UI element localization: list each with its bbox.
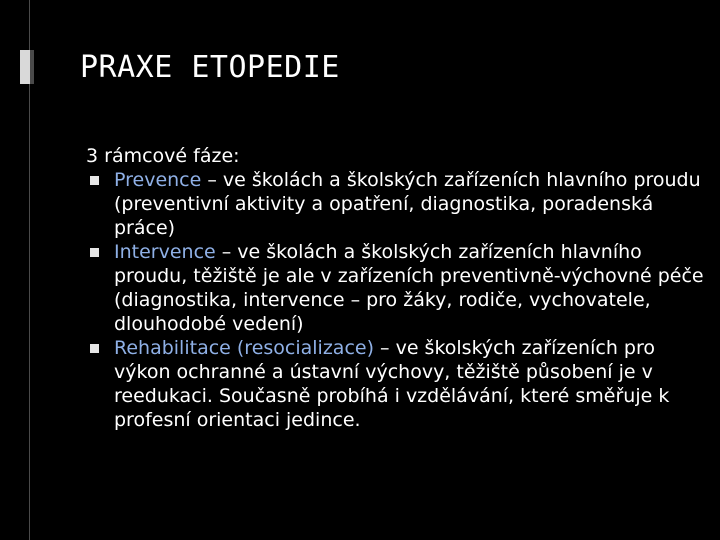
- phase-list: [86, 168, 706, 432]
- list-item-rehabilitace: [86, 336, 706, 432]
- intro-text: 3 rámcové fáze:: [86, 145, 240, 167]
- title-accent-shadow: [30, 50, 34, 84]
- square-bullet-icon: [90, 248, 99, 257]
- square-bullet-icon: [90, 344, 99, 353]
- text-intervence: – ve školách a školských zařízeních hlavního proudu, těžiště je ale v zařízeních preventivně-výchovné péče (diagnostika, intervence – pro žáky, rodiče, vychovatele, dlouhodobé vedení): [114, 241, 704, 335]
- list-item-intervence: [86, 240, 706, 336]
- slide-title: PRAXE ETOPEDIE: [80, 50, 340, 85]
- term-prevence: Prevence: [114, 169, 202, 191]
- slide-body: [86, 144, 706, 432]
- title-accent-bar: [20, 50, 30, 84]
- square-bullet-icon: [90, 176, 99, 185]
- term-rehabilitace: Rehabilitace (resocializace): [114, 337, 374, 359]
- list-item-prevence: [86, 168, 706, 240]
- term-intervence: Intervence: [114, 241, 216, 263]
- text-rehabilitace: – ve školských zařízeních pro výkon ochranné a ústavní výchovy, těžiště působení je v reedukaci. Současně probíhá i vzdělávání, které směřuje k profesní orientaci jedince.: [114, 337, 670, 431]
- text-prevence: – ve školách a školských zařízeních hlavního proudu (preventivní aktivity a opatření, diagnostika, poradenská práce): [114, 169, 701, 239]
